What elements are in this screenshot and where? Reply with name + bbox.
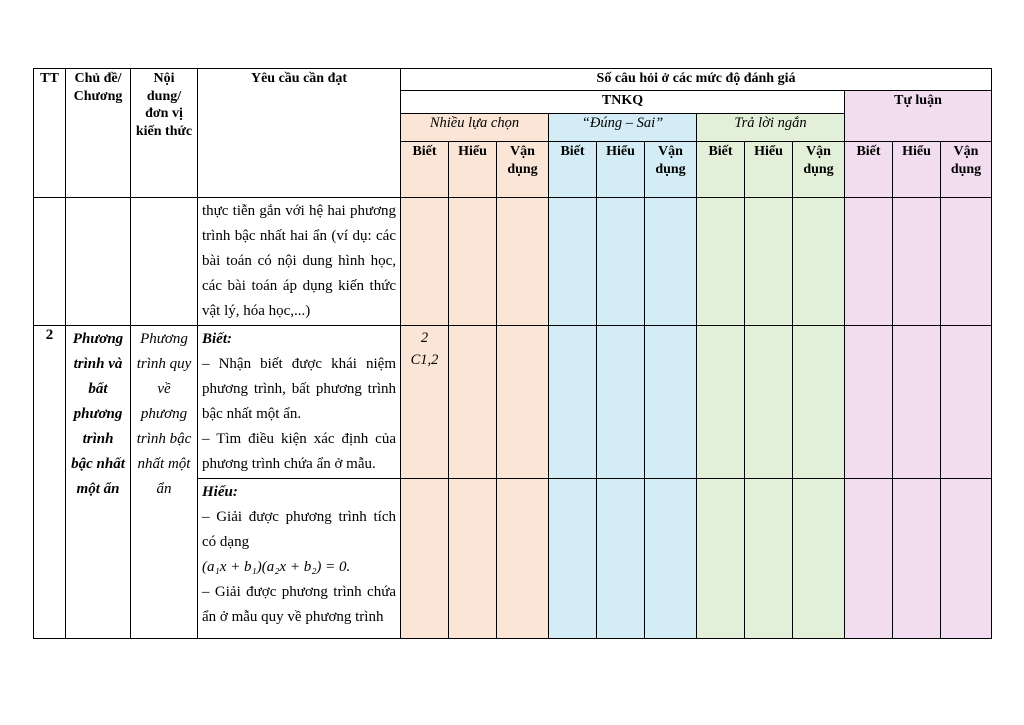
matrix-cell [645,326,697,479]
header-level-hieu-tln: Hiểu [745,142,793,198]
header-level-biet-tln: Biết [697,142,745,198]
matrix-cell [549,326,597,479]
matrix-cell [549,198,597,326]
header-tnkq: TNKQ [401,91,845,114]
matrix-cell [697,479,745,639]
header-level-hieu-ds: Hiểu [597,142,645,198]
matrix-cell [34,198,66,326]
table-row [34,326,992,479]
question-count: 2 [420,330,429,346]
matrix-cell [845,326,893,479]
document-page [33,68,992,639]
matrix-cell [597,326,645,479]
header-tu-luan: Tự luận [845,91,992,142]
requirement-text: – Giải được phương trình chứa ẩn ở mẫu quy về phương trình [202,584,396,625]
header-level-van-dung-ds: Vận dụng [645,142,697,198]
requirement-cell [198,326,401,479]
header-noi-dung: Nội dung/ đơn vị kiến thức [131,69,198,198]
requirement-cell [198,479,401,639]
header-level-van-dung-tln: Vận dụng [793,142,845,198]
content-unit-cell: Phương trình quy về phương trình bậc nhất một ẩn [131,326,198,639]
matrix-cell [893,198,941,326]
header-yeu-cau: Yêu cầu cần đạt [198,69,401,198]
matrix-cell [449,479,497,639]
question-count-cell [401,326,449,479]
matrix-cell [793,198,845,326]
matrix-cell [549,479,597,639]
requirement-text: – Tìm điều kiện xác định của phương trình chứa ẩn ở mẫu. [202,431,396,472]
level-heading: Hiểu: [202,484,238,500]
matrix-cell [941,479,992,639]
header-so-cau-hoi: Số câu hỏi ở các mức độ đánh giá [401,69,992,91]
header-level-hieu-tl: Hiểu [893,142,941,198]
matrix-cell [449,198,497,326]
matrix-cell [697,326,745,479]
table-row [34,198,992,326]
matrix-cell [845,479,893,639]
matrix-cell [401,198,449,326]
requirement-text: – Giải được phương trình tích có dạng [202,509,396,550]
matrix-cell [645,198,697,326]
header-level-biet-ds: Biết [549,142,597,198]
matrix-cell [941,326,992,479]
question-ref: C1,2 [410,352,439,368]
matrix-cell [697,198,745,326]
matrix-cell [449,326,497,479]
math-formula: (a₁x + b₁)(a₂x + b₂) = 0. [202,559,351,575]
matrix-cell [645,479,697,639]
header-group-dung-sai: “Đúng – Sai” [549,114,697,142]
matrix-cell [941,198,992,326]
topic-cell: Phương trình và bất phương trình bậc nhất một ẩn [66,326,131,639]
assessment-matrix-table [33,68,992,639]
header-group-tra-loi-ngan: Trả lời ngắn [697,114,845,142]
matrix-cell [793,326,845,479]
header-tt: TT [34,69,66,198]
header-chu-de: Chủ đề/ Chương [66,69,131,198]
matrix-cell [893,326,941,479]
matrix-cell [745,479,793,639]
header-group-nhieu-lua-chon: Nhiều lựa chọn [401,114,549,142]
matrix-cell [597,479,645,639]
matrix-cell [131,198,198,326]
matrix-cell [597,198,645,326]
requirement-text: thực tiễn gắn với hệ hai phương trình bậc nhất hai ẩn (ví dụ: các bài toán có nội dung hình học, các bài toán áp dụng kiến thức vật lý, hóa học,...) [202,203,396,319]
level-heading: Biết: [202,331,232,347]
matrix-cell [401,479,449,639]
row-number-cell: 2 [34,326,66,639]
matrix-cell [845,198,893,326]
matrix-cell [793,479,845,639]
matrix-cell [893,479,941,639]
matrix-cell [497,479,549,639]
header-level-biet-mc: Biết [401,142,449,198]
header-level-hieu-mc: Hiểu [449,142,497,198]
requirement-cell [198,198,401,326]
matrix-cell [745,326,793,479]
header-level-van-dung-tl: Vận dụng [941,142,992,198]
matrix-cell [497,198,549,326]
matrix-cell [66,198,131,326]
header-level-van-dung-mc: Vận dụng [497,142,549,198]
requirement-text: – Nhận biết được khái niệm phương trình, bất phương trình bậc nhất một ẩn. [202,356,396,422]
matrix-cell [497,326,549,479]
header-level-biet-tl: Biết [845,142,893,198]
matrix-cell [745,198,793,326]
